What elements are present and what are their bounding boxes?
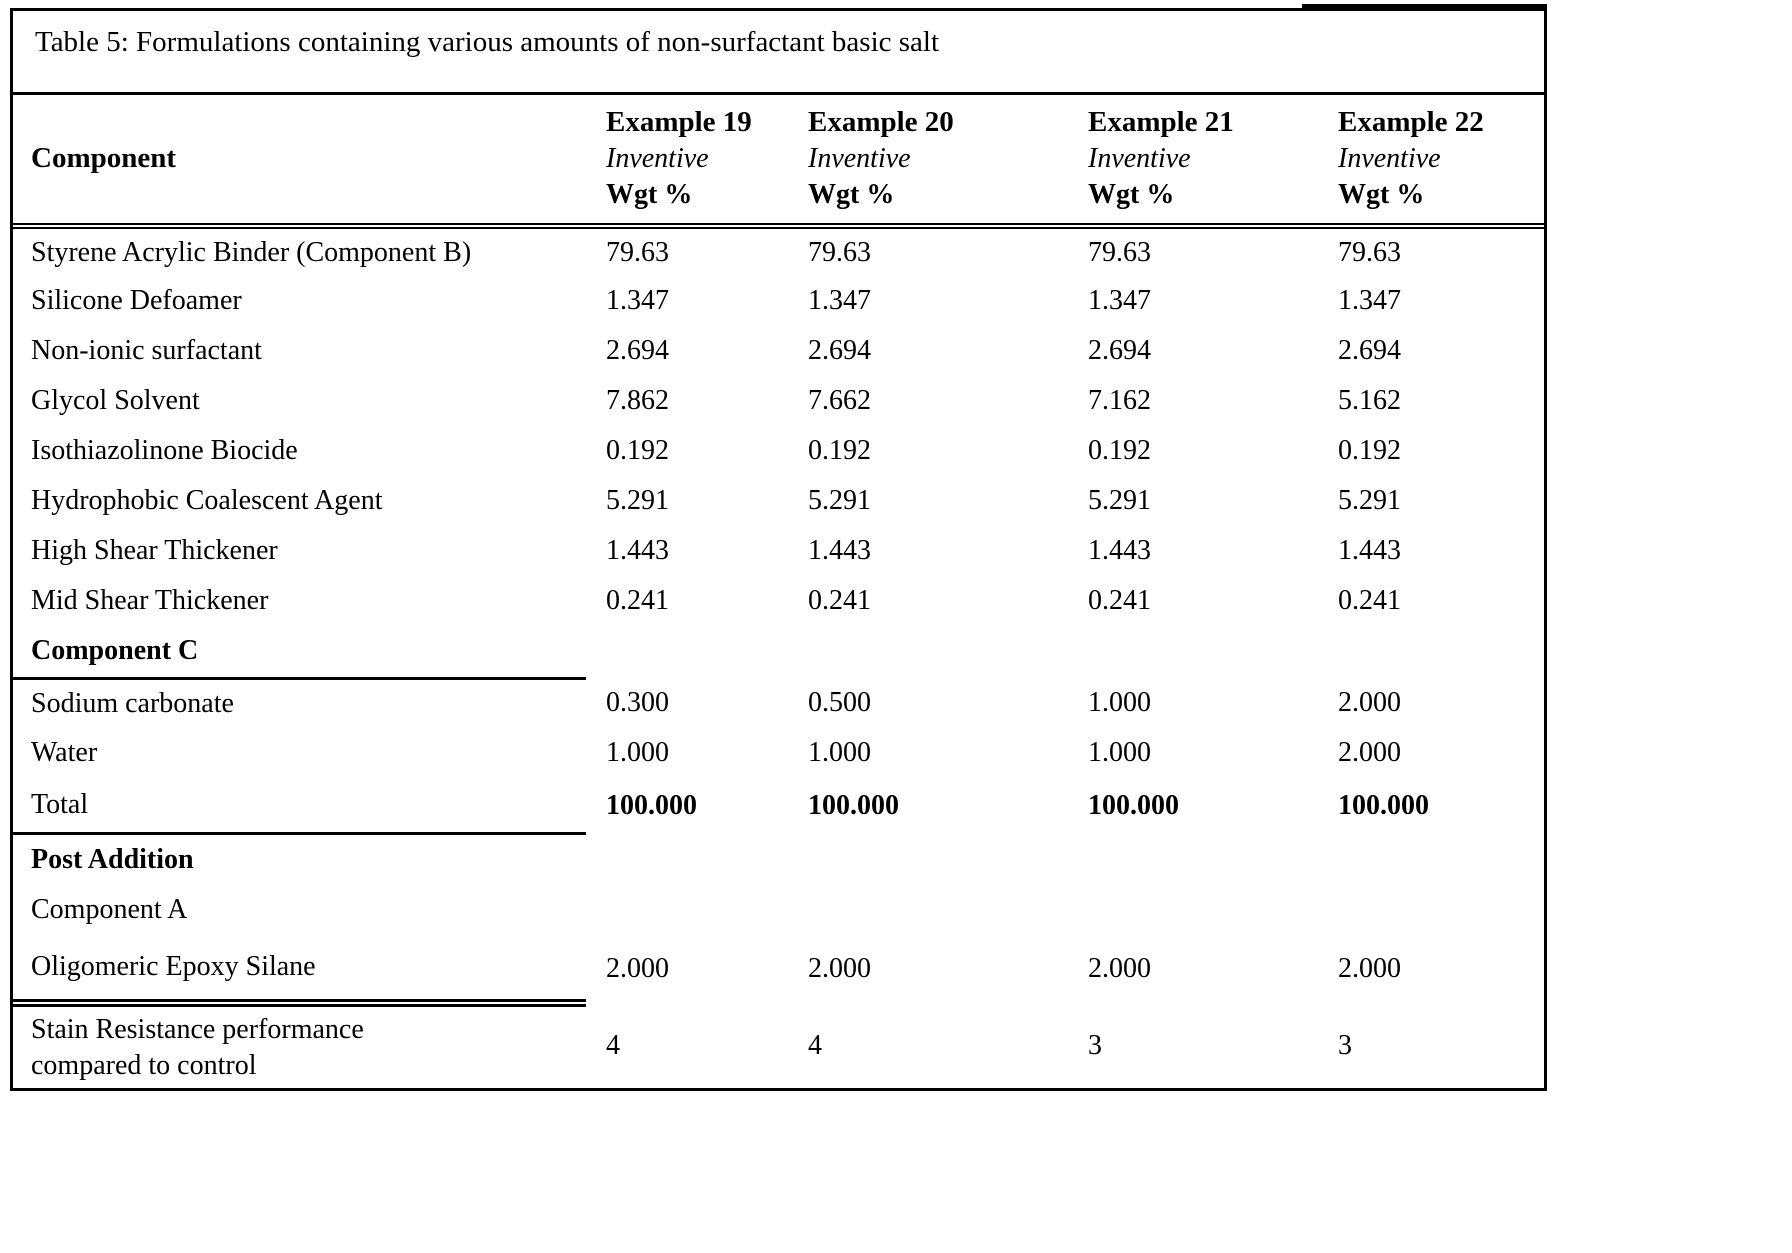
total-value: 100.000 xyxy=(1338,789,1429,821)
component-label: Silicone Defoamer xyxy=(31,285,242,316)
value: 7.162 xyxy=(1088,385,1151,416)
value: 1.347 xyxy=(808,285,871,316)
value-cell xyxy=(586,678,788,728)
value-cell xyxy=(788,276,1068,326)
value-cell xyxy=(1318,728,1544,778)
component-label: Sodium carbonate xyxy=(31,687,234,719)
component-label-cell xyxy=(13,426,586,476)
value: 0.192 xyxy=(1088,435,1151,466)
total-value-cell xyxy=(1068,778,1318,833)
value: 2.000 xyxy=(1338,737,1401,768)
component-label: Component A xyxy=(31,894,188,925)
component-label: Stain Resistance performance compared to control xyxy=(31,1013,364,1081)
value: 5.291 xyxy=(606,485,669,516)
value-cell xyxy=(788,376,1068,426)
table-row-component-a xyxy=(13,885,1544,935)
component-label: Oligomeric Epoxy Silane xyxy=(31,951,316,982)
value-cell xyxy=(1318,526,1544,576)
table-row-hydrophobic-coalescent-agent xyxy=(13,476,1544,526)
value-cell xyxy=(1318,226,1544,276)
value-cell xyxy=(1068,885,1318,935)
value: 5.291 xyxy=(808,485,871,516)
table-frame xyxy=(10,8,1547,1091)
value-cell xyxy=(1318,576,1544,626)
table-title-box xyxy=(13,11,1544,95)
example-variant: Inventive xyxy=(606,143,709,174)
example-name: Example 19 xyxy=(606,106,752,138)
value-cell xyxy=(586,885,788,935)
value: 0.500 xyxy=(808,687,871,718)
value-cell xyxy=(1318,426,1544,476)
value-cell xyxy=(788,833,1068,885)
value-cell xyxy=(586,626,788,678)
table-row-stain-resistance xyxy=(13,1003,1544,1088)
value-cell xyxy=(1068,576,1318,626)
example-variant: Inventive xyxy=(1088,143,1191,174)
component-label-cell xyxy=(13,728,586,778)
example-unit: Wgt % xyxy=(1088,179,1175,210)
value: 4 xyxy=(808,1029,822,1061)
value: 2.694 xyxy=(808,335,871,366)
table-row-water xyxy=(13,728,1544,778)
total-value: 100.000 xyxy=(808,789,899,821)
table-row-mid-shear-thickener xyxy=(13,576,1544,626)
value-cell xyxy=(586,935,788,1003)
value-cell xyxy=(1318,476,1544,526)
component-label: Glycol Solvent xyxy=(31,385,200,416)
section-label-cell xyxy=(13,833,586,885)
header-cell-example-20 xyxy=(788,95,1068,226)
value-cell xyxy=(586,1003,788,1088)
value-cell xyxy=(1068,476,1318,526)
value-cell xyxy=(586,276,788,326)
value-cell xyxy=(788,935,1068,1003)
value-cell xyxy=(1068,626,1318,678)
value: 1.347 xyxy=(606,285,669,316)
value: 0.300 xyxy=(606,687,669,718)
value: 3 xyxy=(1338,1029,1352,1061)
value-cell xyxy=(788,326,1068,376)
section-label: Post Addition xyxy=(31,843,194,875)
component-label-cell xyxy=(13,376,586,426)
component-label-cell xyxy=(13,476,586,526)
component-label: Styrene Acrylic Binder (Component B) xyxy=(31,236,472,268)
table-row-high-shear-thickener xyxy=(13,526,1544,576)
component-label-cell xyxy=(13,576,586,626)
component-label: High Shear Thickener xyxy=(31,535,278,566)
table-body xyxy=(13,226,1544,1088)
value: 4 xyxy=(606,1029,620,1061)
value: 2.694 xyxy=(606,335,669,366)
value: 1.443 xyxy=(808,535,871,566)
value-cell xyxy=(1068,426,1318,476)
value-cell xyxy=(586,376,788,426)
table-row-silicone-defoamer xyxy=(13,276,1544,326)
value-cell xyxy=(1318,326,1544,376)
value: 0.192 xyxy=(1338,435,1401,466)
value-cell xyxy=(1318,833,1544,885)
value-cell xyxy=(1068,728,1318,778)
example-name: Example 21 xyxy=(1088,106,1234,138)
value: 0.241 xyxy=(1338,585,1401,616)
value: 0.192 xyxy=(606,435,669,466)
table-row-isothiazolinone-biocide xyxy=(13,426,1544,476)
value-cell xyxy=(586,526,788,576)
value: 7.662 xyxy=(808,385,871,416)
header-cell-example-19 xyxy=(586,95,788,226)
value: 2.000 xyxy=(1338,953,1401,984)
total-value-cell xyxy=(1318,778,1544,833)
component-label: Isothiazolinone Biocide xyxy=(31,435,298,466)
value-cell xyxy=(788,728,1068,778)
value-cell xyxy=(788,526,1068,576)
example-unit: Wgt % xyxy=(606,179,693,210)
example-name: Example 22 xyxy=(1338,106,1484,138)
value-cell xyxy=(788,426,1068,476)
value: 0.192 xyxy=(808,435,871,466)
value-cell xyxy=(586,426,788,476)
value-cell xyxy=(788,576,1068,626)
value-cell xyxy=(586,728,788,778)
component-label-cell xyxy=(13,326,586,376)
value-cell xyxy=(1318,935,1544,1003)
header-row xyxy=(13,95,1544,226)
value-cell xyxy=(788,678,1068,728)
table-row-component-c-section xyxy=(13,626,1544,678)
value-cell xyxy=(586,226,788,276)
value: 5.291 xyxy=(1338,485,1401,516)
value: 2.000 xyxy=(1088,953,1151,984)
value: 5.291 xyxy=(1088,485,1151,516)
component-header-label: Component xyxy=(31,141,177,174)
table-row-non-ionic-surfactant xyxy=(13,326,1544,376)
value-cell xyxy=(1068,276,1318,326)
value-cell xyxy=(1068,935,1318,1003)
value: 2.000 xyxy=(606,953,669,984)
value: 1.000 xyxy=(606,737,669,768)
value-cell xyxy=(1068,376,1318,426)
value: 1.443 xyxy=(606,535,669,566)
value: 1.347 xyxy=(1338,285,1401,316)
component-label-cell xyxy=(13,226,586,276)
value-cell xyxy=(1068,526,1318,576)
table-row-total xyxy=(13,778,1544,833)
value-cell xyxy=(788,885,1068,935)
table-title: Table 5: Formulations containing various amounts of non-surfactant basic salt xyxy=(35,26,940,58)
value: 1.000 xyxy=(1088,737,1151,768)
value: 79.63 xyxy=(606,236,669,268)
example-variant: Inventive xyxy=(808,143,911,174)
value-cell xyxy=(1318,678,1544,728)
value-cell xyxy=(1318,626,1544,678)
value: 2.694 xyxy=(1338,335,1401,366)
value: 79.63 xyxy=(1088,236,1151,268)
component-label-cell xyxy=(13,678,586,728)
value: 3 xyxy=(1088,1029,1102,1061)
formulations-table xyxy=(13,95,1544,1088)
value-cell xyxy=(1068,326,1318,376)
value: 0.241 xyxy=(1088,585,1151,616)
total-label: Total xyxy=(31,788,89,820)
value-cell xyxy=(788,476,1068,526)
value-cell xyxy=(788,226,1068,276)
component-label: Water xyxy=(31,737,98,768)
value-cell xyxy=(1068,833,1318,885)
value-cell xyxy=(586,326,788,376)
value: 0.241 xyxy=(808,585,871,616)
component-label-cell xyxy=(13,935,586,1003)
example-variant: Inventive xyxy=(1338,143,1441,174)
value-cell xyxy=(788,1003,1068,1088)
value: 2.694 xyxy=(1088,335,1151,366)
table-header xyxy=(13,95,1544,226)
value: 1.000 xyxy=(808,737,871,768)
table-row-styrene-acrylic-binder xyxy=(13,226,1544,276)
component-label: Mid Shear Thickener xyxy=(31,585,269,616)
value: 2.000 xyxy=(1338,687,1401,718)
total-value: 100.000 xyxy=(606,789,697,821)
table-row-post-addition-section xyxy=(13,833,1544,885)
value-cell xyxy=(788,626,1068,678)
total-value: 100.000 xyxy=(1088,789,1179,821)
example-name: Example 20 xyxy=(808,106,954,138)
component-label-cell xyxy=(13,1003,586,1088)
value-cell xyxy=(1318,885,1544,935)
component-label: Hydrophobic Coalescent Agent xyxy=(31,485,383,516)
component-label-cell xyxy=(13,276,586,326)
value-cell xyxy=(1318,376,1544,426)
value: 7.862 xyxy=(606,385,669,416)
section-label: Component C xyxy=(31,635,199,667)
value: 79.63 xyxy=(808,236,871,268)
value: 5.162 xyxy=(1338,385,1401,416)
table-row-oligomeric-epoxy-silane xyxy=(13,935,1544,1003)
value-cell xyxy=(586,833,788,885)
component-label-cell xyxy=(13,526,586,576)
value-cell xyxy=(1068,226,1318,276)
value-cell xyxy=(1068,678,1318,728)
value-cell xyxy=(1318,1003,1544,1088)
value-cell xyxy=(586,476,788,526)
header-cell-component xyxy=(13,95,586,226)
value-cell xyxy=(1318,276,1544,326)
table-row-sodium-carbonate xyxy=(13,678,1544,728)
value: 0.241 xyxy=(606,585,669,616)
total-value-cell xyxy=(586,778,788,833)
value: 1.443 xyxy=(1338,535,1401,566)
component-label: Non-ionic surfactant xyxy=(31,335,262,366)
value: 1.000 xyxy=(1088,687,1151,718)
value: 1.347 xyxy=(1088,285,1151,316)
section-label-cell xyxy=(13,626,586,678)
component-label-cell xyxy=(13,885,586,935)
total-label-cell xyxy=(13,778,586,833)
value-cell xyxy=(586,576,788,626)
example-unit: Wgt % xyxy=(1338,179,1425,210)
total-value-cell xyxy=(788,778,1068,833)
example-unit: Wgt % xyxy=(808,179,895,210)
value-cell xyxy=(1068,1003,1318,1088)
value: 2.000 xyxy=(808,953,871,984)
header-cell-example-22 xyxy=(1318,95,1544,226)
table-row-glycol-solvent xyxy=(13,376,1544,426)
value: 79.63 xyxy=(1338,236,1401,268)
header-cell-example-21 xyxy=(1068,95,1318,226)
value: 1.443 xyxy=(1088,535,1151,566)
